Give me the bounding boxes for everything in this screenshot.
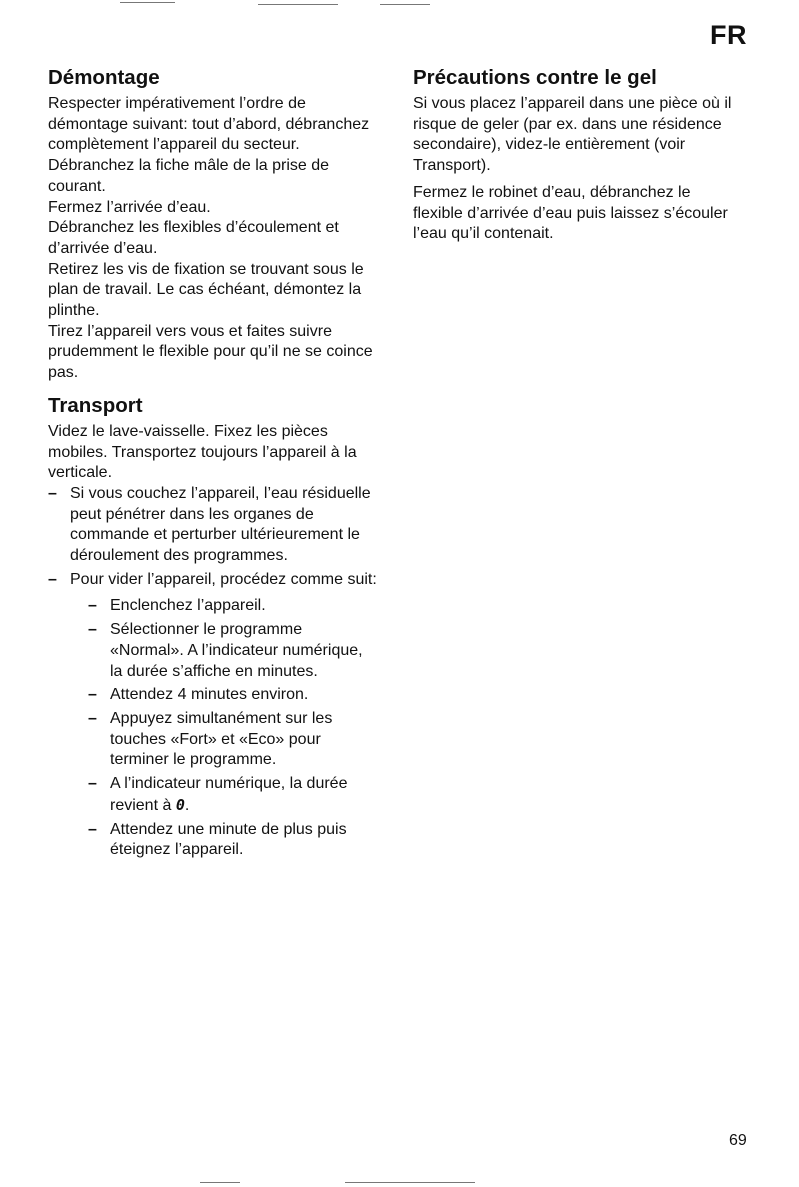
frost-paragraph: Fermez le robinet d’eau, débranchez le flexible d’arrivée d’eau puis laissez s’écouler l’eau qu’il contenait.: [413, 183, 728, 243]
bullet-text: Pour vider l’appareil, procédez comme suit:: [70, 570, 377, 588]
step-text: Enclenchez l’appareil.: [110, 597, 266, 615]
transport-section: [48, 394, 378, 861]
bottom-rule-1: [200, 1182, 240, 1183]
demontage-paragraph: Débranchez la fiche mâle de la prise de courant.: [48, 157, 330, 195]
list-item: [70, 620, 378, 682]
step-text: A l’indicateur numérique, la durée revient à: [110, 775, 348, 814]
demontage-heading: Démontage: [48, 66, 160, 89]
demontage-section: [48, 66, 378, 384]
frost-paragraph: Si vous placez l’appareil dans une pièce où il risque de geler (par ex. dans une résidence secondaire), videz-le entièrement (voir Transport).: [413, 95, 732, 175]
transport-intro: Videz le lave-vaisselle. Fixez les pièces mobiles. Transportez toujours l’appareil à la verticale.: [48, 422, 357, 482]
top-rule-3: [380, 4, 430, 5]
language-code: FR: [710, 20, 747, 50]
transport-heading: Transport: [48, 393, 143, 417]
right-column: [413, 66, 743, 255]
step-text: Sélectionner le programme «Normal». A l’indicateur numérique, la durée s’affiche en minutes.: [110, 621, 363, 680]
page-number: 69: [729, 1132, 747, 1149]
top-rule-1: [120, 2, 175, 3]
list-item: [70, 709, 378, 771]
transport-bullet-list: [48, 484, 378, 861]
demontage-paragraph: Débranchez les flexibles d’écoulement et d’arrivée d’eau.: [48, 219, 339, 257]
list-item: [70, 774, 378, 816]
demontage-paragraph: Respecter impérativement l’ordre de démontage suivant: tout d’abord, débranchez complètement l’appareil du secteur.: [48, 95, 370, 154]
list-item: [70, 596, 378, 617]
frost-heading: Précautions contre le gel: [413, 66, 657, 89]
step-text: Appuyez simultanément sur les touches «Fort» et «Eco» pour terminer le programme.: [110, 709, 333, 769]
bullet-text: Si vous couchez l’appareil, l’eau résiduelle peut pénétrer dans les organes de commande et perturber ultérieurement le déroulement des programmes.: [70, 484, 371, 565]
demontage-paragraph: Retirez les vis de fixation se trouvant sous le plan de travail. Le cas échéant, démontez la plinthe.: [48, 260, 364, 320]
list-item: [70, 820, 378, 861]
emptying-steps-list: [70, 596, 378, 860]
list-item: [48, 570, 378, 861]
list-item: [48, 484, 378, 567]
step-text: Attendez 4 minutes environ.: [110, 686, 309, 704]
step-text: Attendez une minute de plus puis éteignez l’appareil.: [110, 820, 347, 859]
frost-section: [413, 66, 743, 245]
list-item: [70, 685, 378, 706]
top-rule-2: [258, 4, 338, 5]
bottom-rule-2: [345, 1182, 475, 1183]
step-suffix: .: [184, 796, 190, 814]
zero-display-glyph: 0: [175, 795, 185, 814]
demontage-paragraph: Fermez l’arrivée d’eau.: [48, 198, 211, 216]
demontage-paragraph: Tirez l’appareil vers vous et faites suivre prudemment le flexible pour qu’il ne se coince pas.: [48, 322, 373, 382]
left-column: [48, 66, 378, 871]
